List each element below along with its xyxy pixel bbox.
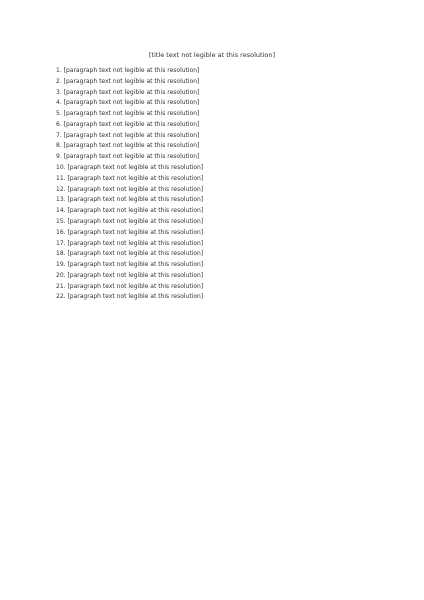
paragraph-9: 9. [paragraph text not legible at this resolution] <box>56 153 200 161</box>
paragraph-1: 1. [paragraph text not legible at this resolution] <box>56 67 200 74</box>
paragraph-21: 21. [paragraph text not legible at this resolution] <box>56 282 204 290</box>
paragraph-10: 10. [paragraph text not legible at this resolution] <box>56 164 204 172</box>
paragraph-22: 22. [paragraph text not legible at this resolution] <box>56 293 204 301</box>
paragraph-18: 18. [paragraph text not legible at this resolution] <box>56 250 204 258</box>
paragraph-19: 19. [paragraph text not legible at this resolution] <box>56 261 204 269</box>
paragraph-13: 13. [paragraph text not legible at this resolution] <box>56 196 204 204</box>
paragraph-6: 6. [paragraph text not legible at this resolution] <box>56 120 200 128</box>
paragraph-12: 12. [paragraph text not legible at this resolution] <box>56 185 204 193</box>
paragraph-11: 11. [paragraph text not legible at this resolution] <box>56 174 204 182</box>
paragraph-14: 14. [paragraph text not legible at this resolution] <box>56 207 204 215</box>
paragraph-5: 5. [paragraph text not legible at this resolution] <box>56 110 200 118</box>
paragraph-20: 20. [paragraph text not legible at this resolution] <box>56 271 204 279</box>
paragraph-17: 17. [paragraph text not legible at this resolution] <box>56 239 204 247</box>
paragraph-3: 3. [paragraph text not legible at this resolution] <box>56 88 200 96</box>
document-title: [title text not legible at this resolution] <box>149 51 275 59</box>
paragraph-7: 7. [paragraph text not legible at this resolution] <box>56 131 200 139</box>
paragraph-4: 4. [paragraph text not legible at this resolution] <box>56 99 200 107</box>
paragraph-16: 16. [paragraph text not legible at this resolution] <box>56 228 204 236</box>
paragraph-2: 2. [paragraph text not legible at this resolution] <box>56 77 200 85</box>
paragraph-15: 15. [paragraph text not legible at this resolution] <box>56 217 204 225</box>
paragraph-8: 8. [paragraph text not legible at this resolution] <box>56 142 200 150</box>
